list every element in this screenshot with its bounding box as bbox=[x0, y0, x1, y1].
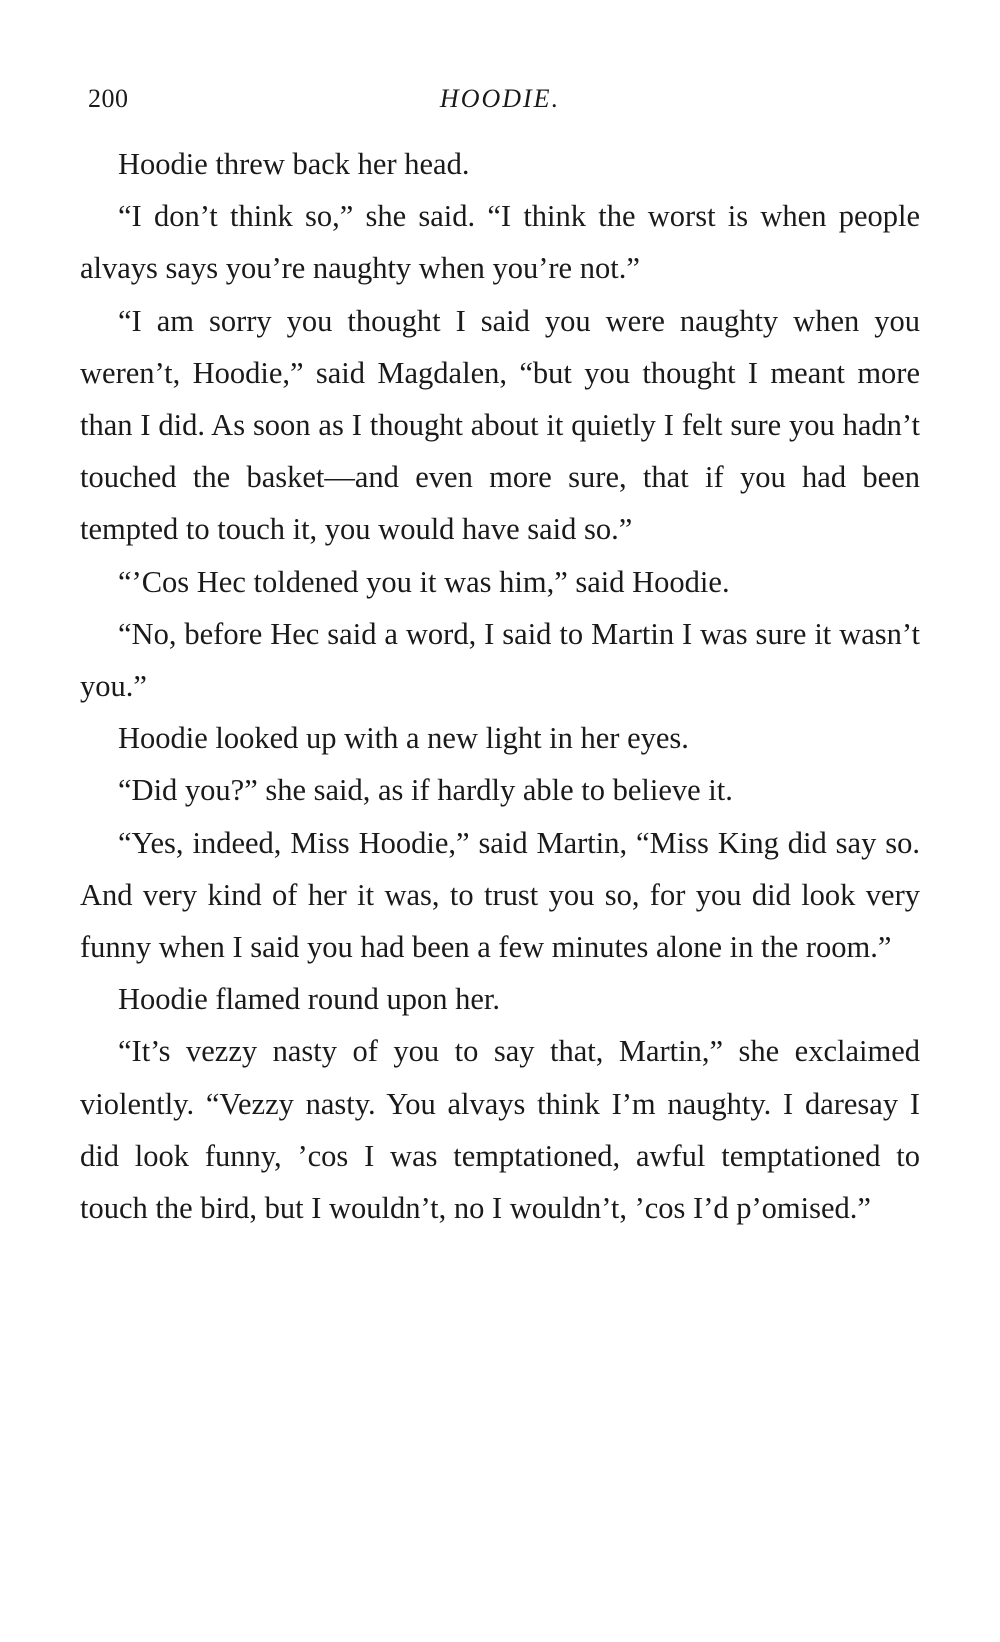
paragraph: Hoodie flamed round upon her. bbox=[118, 982, 501, 1017]
paragraph: Hoodie threw back her head. bbox=[118, 147, 470, 181]
paragraph: “Did you?” she said, as if hardly able to believe it. bbox=[118, 773, 733, 808]
paragraph: “I am sorry you thought I said you were naughty when you weren’t, Hoodie,” said Magdalen, “but you thought I meant more than I did. As soon as I thought about it quietly I felt sure you hadn’t touched the basket—and even more sure, that if you had been tempted to touch it, you would have said so.” bbox=[80, 303, 920, 547]
paragraph: “Yes, indeed, Miss Hoodie,” said Martin, “Miss King did say so. And very kind of her it was, to trust you so, for you did look very funny when I said you had been a few minutes alone in the room.” bbox=[80, 825, 920, 965]
body-text bbox=[80, 138, 920, 1234]
paragraph: “I don’t think so,” she said. “I think the worst is when people alvays says you’re naughty when you’re not.” bbox=[80, 199, 920, 286]
running-title: HOODIE. bbox=[439, 84, 561, 113]
running-head bbox=[80, 84, 920, 124]
page-number: 200 bbox=[88, 84, 129, 113]
paragraph: “No, before Hec said a word, I said to Martin I was sure it wasn’t you.” bbox=[80, 616, 920, 704]
paragraph: Hoodie looked up with a new light in her eyes. bbox=[118, 721, 689, 756]
paragraph: “It’s vezzy nasty of you to say that, Martin,” she exclaimed violently. “Vezzy nasty. You alvays think I’m naughty. I daresay I did look funny, ’cos I was temptationed, awful temptationed to touch the bird, but I wouldn’t, no I wouldn’t, ’cos I’d p’omised.” bbox=[80, 1034, 920, 1226]
paragraph: “’Cos Hec toldened you it was him,” said Hoodie. bbox=[118, 564, 730, 599]
